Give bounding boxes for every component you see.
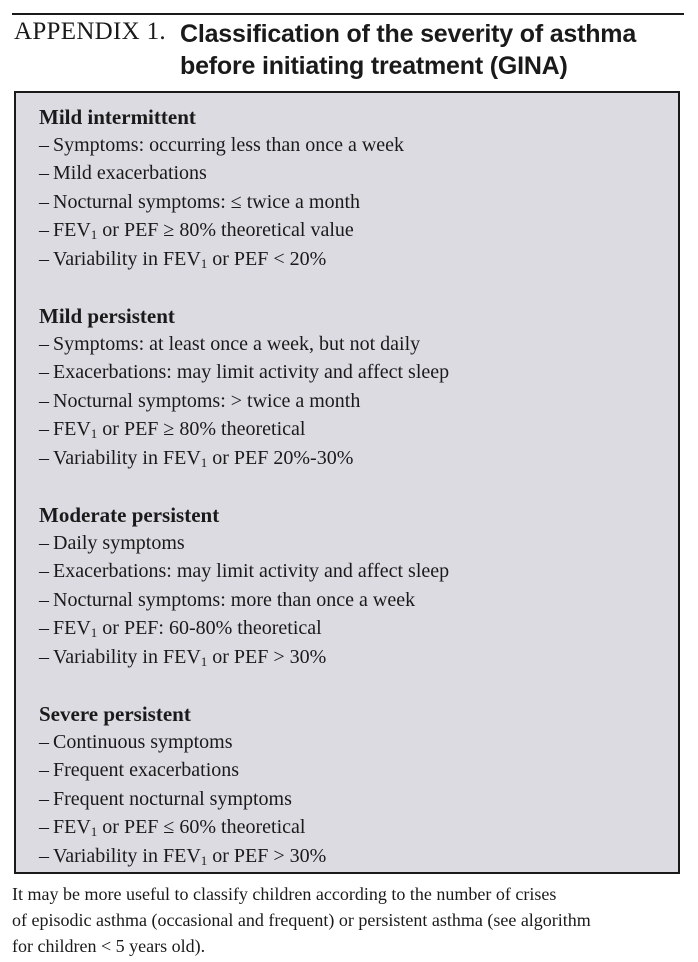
list-item (39, 387, 679, 415)
appendix-label: APPENDIX 1. (14, 18, 166, 45)
list-item (39, 444, 679, 472)
list-item (39, 557, 679, 585)
subscript: 1 (200, 653, 208, 669)
item-text-suffix: or PEF > 30% (207, 844, 327, 867)
list-item (39, 131, 679, 159)
bullet-dash: – (39, 560, 49, 583)
footnote-line-1: It may be more useful to classify children according to the number of crises (12, 884, 557, 904)
bullet-dash: – (39, 219, 49, 242)
top-rule (12, 13, 684, 15)
subscript: 1 (90, 426, 98, 442)
item-text: Exacerbations: may limit activity and affect sleep (53, 560, 450, 583)
bullet-dash: – (39, 446, 49, 469)
appendix-title-line-2: before initiating treatment (GINA) (180, 52, 568, 80)
list-item (39, 756, 679, 784)
footnote-line-3: for children < 5 years old). (12, 936, 206, 956)
item-text: Symptoms: at least once a week, but not daily (53, 333, 421, 355)
subscript: 1 (200, 454, 208, 470)
item-text: Variability in FEV (53, 645, 201, 668)
subscript: 1 (90, 227, 98, 243)
item-text: Nocturnal symptoms: ≤ twice a month (53, 190, 361, 213)
classification-box (14, 91, 680, 874)
item-text: Nocturnal symptoms: > twice a month (53, 389, 361, 412)
appendix-title (180, 18, 636, 82)
footnote-line-2: of episodic asthma (occasional and frequent) or persistent asthma (see algorithm (12, 910, 591, 930)
bullet-dash: – (39, 816, 49, 839)
item-text: FEV (53, 219, 91, 242)
list-item (39, 188, 679, 216)
item-text-suffix: or PEF > 30% (207, 645, 327, 668)
subscript: 1 (90, 625, 98, 641)
list-item (39, 159, 679, 187)
bullet-dash: – (39, 190, 49, 213)
section-moderate-persistent (39, 501, 679, 671)
section-severe-persistent (39, 700, 679, 870)
list-item (39, 245, 679, 273)
list-item (39, 216, 679, 244)
item-text-suffix: or PEF < 20% (207, 247, 327, 270)
item-text-suffix: or PEF ≥ 80% theoretical (97, 418, 306, 441)
bullet-dash: – (39, 844, 49, 867)
item-text-suffix: or PEF: 60-80% theoretical (97, 617, 322, 640)
bullet-dash: – (39, 333, 49, 355)
item-text-suffix: or PEF 20%-30% (207, 446, 354, 469)
subscript: 1 (200, 255, 208, 271)
bullet-dash: – (39, 247, 49, 270)
bullet-dash: – (39, 787, 49, 810)
section-title: Mild intermittent (39, 105, 196, 129)
item-text: Variability in FEV (53, 446, 201, 469)
list-item (39, 358, 679, 386)
item-text-suffix: or PEF ≤ 60% theoretical (97, 816, 306, 839)
item-text: Mild exacerbations (53, 162, 207, 185)
item-text: FEV (53, 617, 91, 640)
bullet-dash: – (39, 588, 49, 611)
appendix-title-line-1: Classification of the severity of asthma (180, 20, 637, 48)
list-item (39, 614, 679, 642)
section-title: Mild persistent (39, 304, 175, 328)
item-text: Continuous symptoms (53, 731, 233, 753)
item-text-suffix: or PEF ≥ 80% theoretical value (97, 219, 354, 242)
list-item (39, 785, 679, 813)
list-item (39, 643, 679, 671)
item-text: Variability in FEV (53, 844, 201, 867)
item-text: FEV (53, 418, 91, 441)
list-item (39, 330, 679, 358)
section-title: Moderate persistent (39, 503, 220, 527)
item-text: Frequent nocturnal symptoms (53, 787, 292, 810)
bullet-dash: – (39, 731, 49, 753)
subscript: 1 (90, 824, 98, 840)
list-item (39, 529, 679, 557)
footnote (12, 881, 692, 959)
section-mild-persistent (39, 302, 679, 472)
bullet-dash: – (39, 389, 49, 412)
item-text: Symptoms: occurring less than once a week (53, 134, 405, 156)
bullet-dash: – (39, 134, 49, 156)
bullet-dash: – (39, 617, 49, 640)
item-text: Variability in FEV (53, 247, 201, 270)
section-title: Severe persistent (39, 702, 191, 726)
item-text: Frequent exacerbations (53, 759, 240, 782)
list-item (39, 728, 679, 756)
bullet-dash: – (39, 162, 49, 185)
item-text: FEV (53, 816, 91, 839)
list-item (39, 586, 679, 614)
item-text: Daily symptoms (53, 532, 185, 554)
subscript: 1 (200, 852, 208, 868)
bullet-dash: – (39, 361, 49, 384)
list-item (39, 813, 679, 841)
list-item (39, 415, 679, 443)
list-item (39, 842, 679, 870)
bullet-dash: – (39, 645, 49, 668)
bullet-dash: – (39, 759, 49, 782)
section-mild-intermittent (39, 103, 679, 273)
item-text: Nocturnal symptoms: more than once a week (53, 588, 416, 611)
item-text: Exacerbations: may limit activity and affect sleep (53, 361, 450, 384)
bullet-dash: – (39, 532, 49, 554)
bullet-dash: – (39, 418, 49, 441)
